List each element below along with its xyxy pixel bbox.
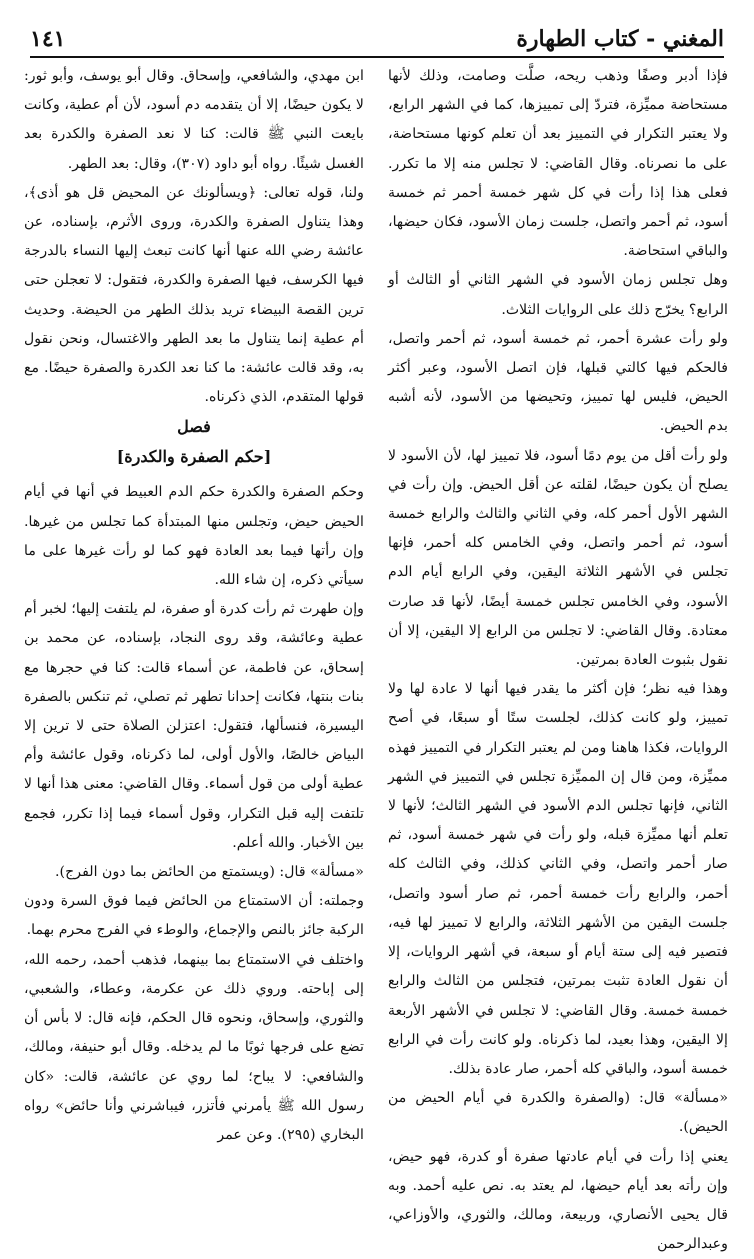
paragraph: يعني إذا رأت في أيام عادتها صفرة أو كدرة، فهو حيض، وإن رأته بعد أيام حيضها، لم يعتد به. نص عليه أحمد. وبه قال يحيى الأنصاري، وربيعة، ومالك، والثوري، والأوزاعي، وعبدالرحمن (388, 1148, 728, 1253)
paragraph: ولو رأت عشرة أحمر، ثم خمسة أسود، ثم أحمر واتصل، فالحكم فيها كالتي قبلها، فإن اتصل الأسود، وعبر أكثر الحيض، فليس لها تمييز، وتحيضها من الأسود، لأنه أشبه بدم الحيض. (388, 330, 728, 435)
paragraph: ابن مهدي، والشافعي، وإسحاق. وقال أبو يوسف، وأبو ثور: لا يكون حيضًا، إلا أن يتقدمه دم أسود، لأن أم عطية، وكانت بايعت النبي ﷺ قالت: كنا لا نعد الصفرة والكدرة بعد الغسل شيئًا. رواه أبو داود (٣٠٧)، وقال: بعد الطهر. (24, 68, 364, 172)
masala-heading: «مسألة» قال: (ويستمتع من الحائض بما دون الفرج). (55, 864, 364, 881)
page-number: ١٤١ (30, 26, 66, 52)
paragraph: وهذا فيه نظر؛ فإن أكثر ما يقدر فيها أنها لا عادة لها ولا تمييز، ولو كانت كذلك، لجلست ستًا أو سبعًا، في أصح الروايات، فكذا هاهنا ومن لم يعتبر التكرار في التمييز فهذه مميِّزة، ومن قال إن المميِّزة تجلس في التمييز في الشهر الثاني، فإنها تجلس الدم الأسود في الشهر الثالث؛ لأنها لا تعلم أنها مميِّزة قبله، ولو رأت في شهر خمسة أسود، ثم صار أحمر واتصل، وفي الثاني كذلك، وفي الثالث كله أحمر، والرابع رأت خمسة أحمر، ثم صار أسود واتصل، جلست اليقين من الأشهر الثلاثة، والرابع لا تمييز لها فيه، فتصير فيه إلى ستة أيام أو سبعة، في أشهر الروايات، إلا أن نقول العادة تثبت بمرتين، فتجلس من الثالث والرابع خمسة خمسة. وقال القاضي: لا تجلس في الأشهر الأربعة إلا اليقين، وهذا بعيد، لما ذكرناه. ولو كانت رأت في الرابع خمسة أسود، والباقي كله أحمر، صار عادة بذلك. (388, 681, 728, 1077)
paragraph: وحكم الصفرة والكدرة حكم الدم العبيط في أنها في أيام الحيض حيض، وتجلس منها المبتدأة كما تجلس من غيرها. وإن رأتها فيما بعد العادة فهو كما لو رأت غيرها على ما سيأتي ذكره، إن شاء الله. (24, 484, 364, 589)
paragraph: ولنا، قوله تعالى: ﴿ويسألونك عن المحيض قل هو أذى﴾، وهذا يتناول الصفرة والكدرة، وروى الأثرم، بإسناده، عن عائشة رضي الله عنها أنها كانت تبعث إليها النساء بالدرجة فيها الكرسف، فيها الصفرة والكدرة، فتقول: لا تعجلن حتى ترين القصة البيضاء تريد بذلك الطهر من الحيضة. وحديث أم عطية إنما يتناول ما بعد الطهر والاغتسال، ونحن نقول به، وقد قالت عائشة: ما كنا نعد الكدرة والصفرة حيضًا. مع قولها المتقدم، الذي ذكرناه. (24, 184, 364, 406)
paragraph: فإذا أدبر وصفًا وذهب ريحه، صلَّت وصامت، وذلك لأنها مستحاضة مميِّزة، فتردّ إلى تمييزها، كما في الشهر الرابع، ولا يعتبر التكرار في التمييز بعد أن تعلم كونها مستحاضة، على ما نصرناه. وقال القاضي: لا تجلس منه إلا ما تكرر. فعلى هذا إذا رأت في كل شهر خمسة أحمر ثم خمسة أسود، ثم أحمر واتصل، جلست زمان الأسود، فكان حيضها، والباقي استحاضة. (388, 68, 728, 260)
right-column (388, 62, 728, 1253)
running-title: المغني - كتاب الطهارة (516, 26, 724, 52)
paragraph: واختلف في الاستمتاع بما بينهما، فذهب أحمد، رحمه الله، إلى إباحته. وروي ذلك عن عكرمة، وعطاء، والشعبي، والثوري، وإسحاق، ونحوه قال الحكم، فإنه قال: لا بأس أن تضع على فرجها ثوبًا ما لم يدخله. وقال أبو حنيفة، ومالك، والشافعي: لا يباح؛ لما روي عن عائشة، قالت: «كان رسول الله ﷺ يأمرني فأتزر، فيباشرني وأنا حائض» رواه البخاري (٢٩٥). وعن عمر (24, 951, 364, 1143)
section-title: فصل (177, 417, 211, 437)
paragraph: وإن طهرت ثم رأت كدرة أو صفرة، لم يلتفت إليها؛ لخبر أم عطية وعائشة، وقد روى النجاد، بإسناده، عن محمد بن إسحاق، عن فاطمة، عن أسماء قالت: كنا في حجرها مع بنات بنتها، فكانت إحدانا تطهر ثم تصلي، ثم تنكس بالصفرة اليسيرة، فنسألها، فتقول: اعتزلن الصلاة حتى لا ترين إلا البياض خالصًا، والأول أولى، لما ذكرناه، وقول عائشة وأم عطية أولى من قول أسماء. وقال القاضي: معنى هذا أنها لا تلتفت إليه قبل التكرار، وقول أسماء فيما إذا تكرر، فجمع بين الأخبار. والله أعلم. (24, 601, 364, 851)
left-column (24, 62, 364, 1143)
section-subtitle: [حكم الصفرة والكدرة] (116, 447, 272, 467)
page-header (30, 12, 724, 58)
paragraph: وجملته: أن الاستمتاع من الحائض فيما فوق السرة ودون الركبة جائز بالنص والإجماع، والوطء في الفرج محرم بهما. (24, 893, 364, 939)
paragraph: وهل تجلس زمان الأسود في الشهر الثاني أو الثالث أو الرابع؟ يخرّج ذلك على الروايات الثلاث. (388, 272, 728, 318)
paragraph: ولو رأت أقل من يوم دمًا أسود، فلا تمييز لها، لأن الأسود لا يصلح أن يكون حيضًا، لقلته عن أقل الحيض. وإن رأت في الشهر الأول أحمر كله، وفي الثاني والثالث والرابع خمسة أسود، ثم أحمر واتصل، وفي الخامس كله أحمر، فإنها تجلس في الأشهر الثلاثة اليقين، وفي الرابع أيام الدم الأسود، وفي الخامس تجلس خمسة أيضًا، لأنها قد صارت معتادة. وقال القاضي: لا تجلس من الرابع إلا اليقين، إلا أن نقول بثبوت العادة بمرتين. (388, 447, 728, 669)
masala-heading: «مسألة» قال: (والصفرة والكدرة في أيام الحيض من الحيض). (388, 1090, 728, 1136)
